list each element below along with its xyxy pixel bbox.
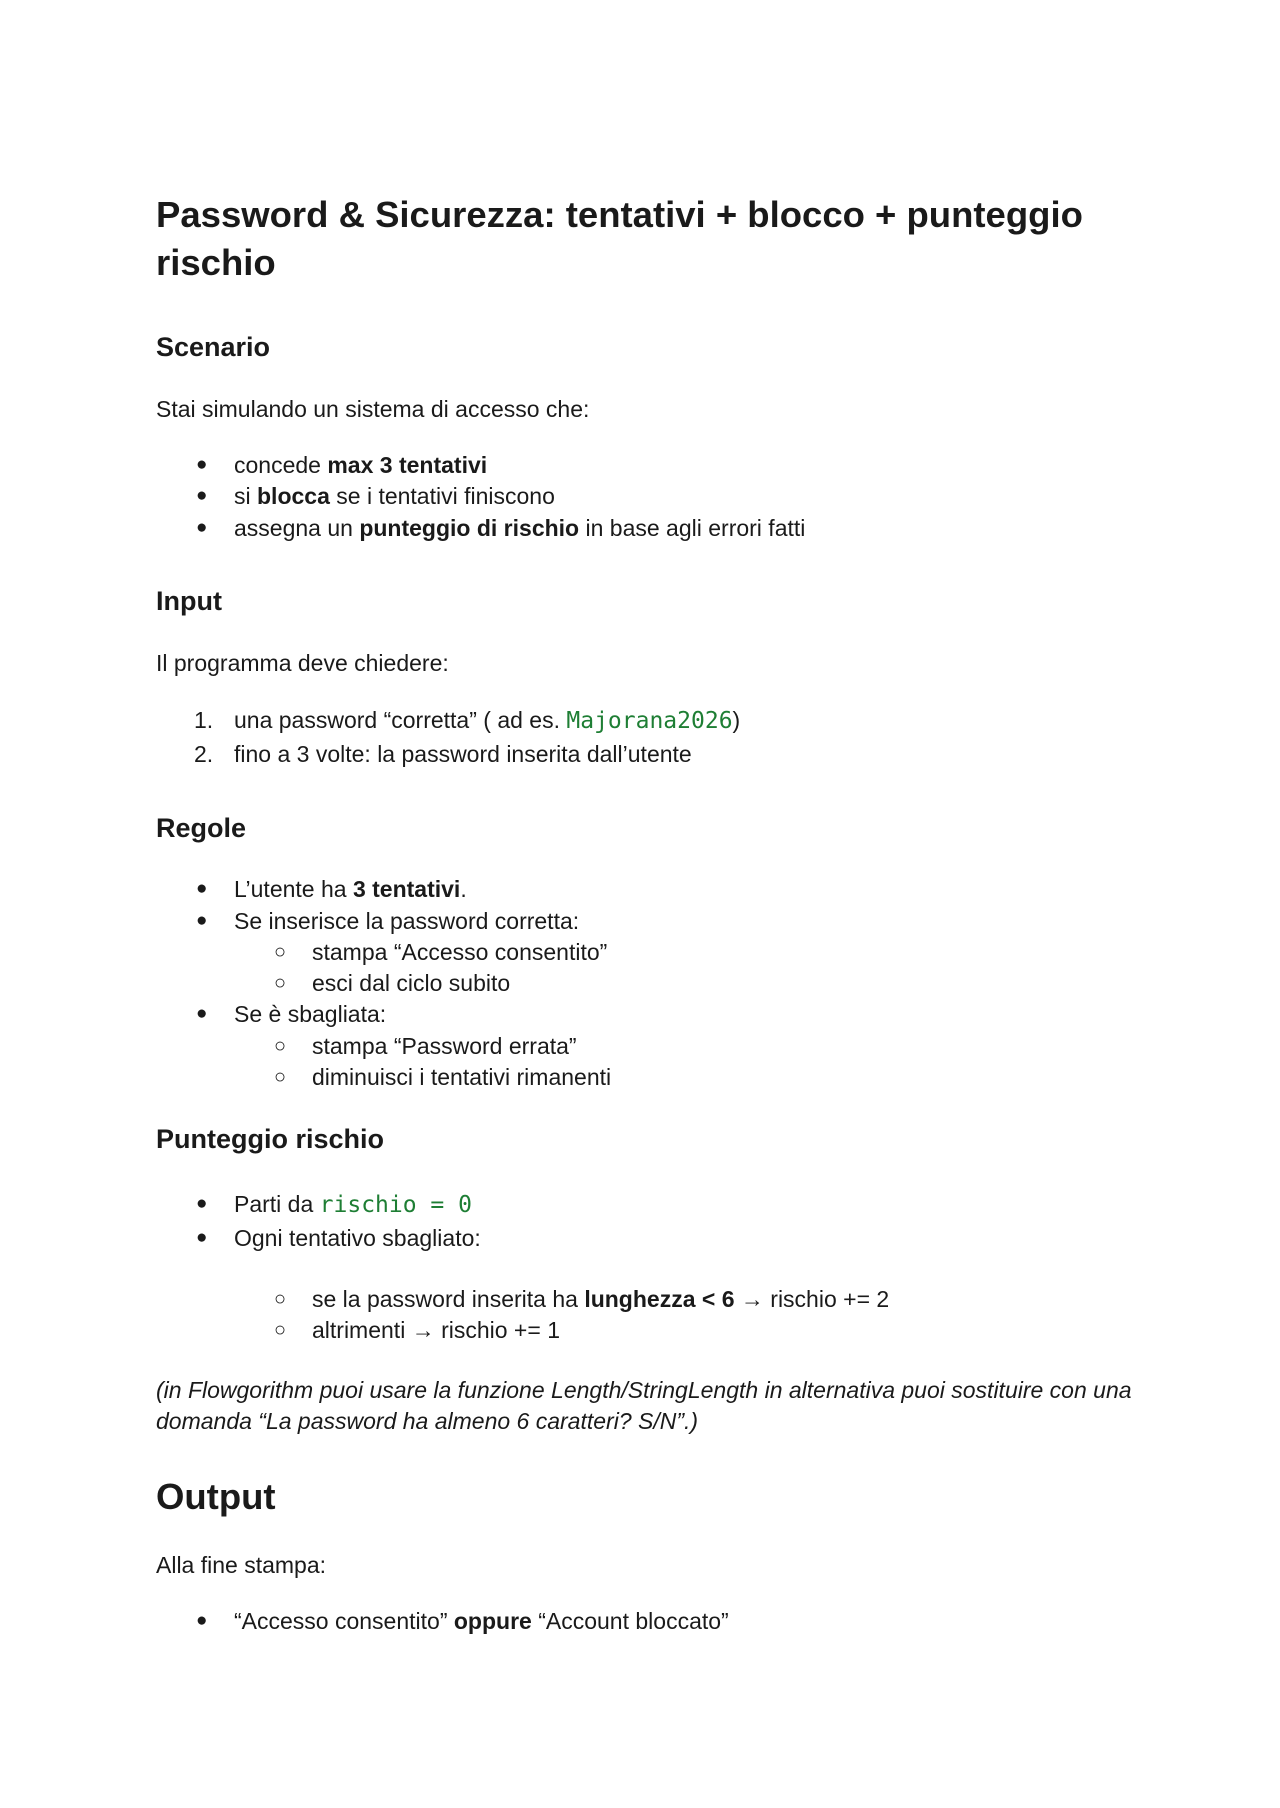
circle-bullet-icon: ○ xyxy=(274,1319,287,1341)
circle-bullet-icon: ○ xyxy=(274,941,287,963)
circle-bullet-icon: ○ xyxy=(274,1035,287,1057)
bullet-icon: ● xyxy=(196,1227,208,1248)
heading-scenario: Scenario xyxy=(156,332,271,362)
heading-regole: Regole xyxy=(156,813,247,843)
bullet-icon: ● xyxy=(196,517,208,538)
document-title: Password & Sicurezza: tentativi + blocco + punteggio rischio xyxy=(156,194,1083,283)
circle-bullet-icon: ○ xyxy=(274,972,287,994)
bullet-icon: ● xyxy=(196,1610,208,1631)
bullet-icon: ● xyxy=(196,878,208,899)
bullet-icon: ● xyxy=(196,1003,208,1024)
input-intro: Il programma deve chiedere: xyxy=(156,650,449,676)
bullet-icon: ● xyxy=(196,485,208,506)
output-intro: Alla fine stampa: xyxy=(156,1552,327,1578)
circle-bullet-icon: ○ xyxy=(274,1288,287,1310)
list-number: 2. xyxy=(194,741,214,767)
bullet-icon: ● xyxy=(196,454,208,475)
bullet-icon: ● xyxy=(196,910,208,931)
inline-code: rischio = 0 xyxy=(319,1192,472,1218)
bullet-icon: ● xyxy=(196,1193,208,1214)
circle-bullet-icon: ○ xyxy=(274,1066,287,1088)
scenario-intro: Stai simulando un sistema di accesso che: xyxy=(156,396,590,422)
inline-code: Majorana2026 xyxy=(566,708,733,734)
heading-punteggio-rischio: Punteggio rischio xyxy=(156,1124,385,1154)
heading-output: Output xyxy=(156,1476,276,1517)
list-number: 1. xyxy=(194,707,214,733)
flowgorithm-note: (in Flowgorithm puoi usare la funzione Length/StringLength in alternativa puoi sostituire con una domanda “La password ha almeno 6 caratteri? S/N”.) xyxy=(156,1377,1132,1434)
heading-input: Input xyxy=(156,586,222,616)
